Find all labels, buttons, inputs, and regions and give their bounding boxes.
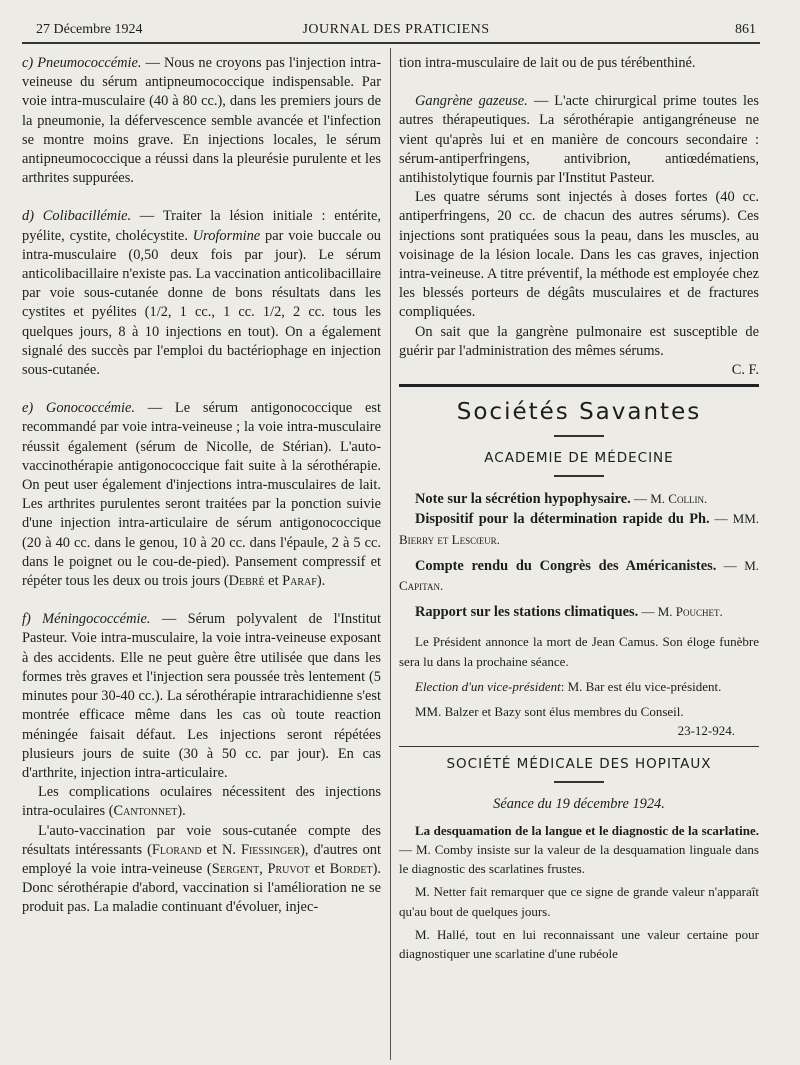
section-title: Sociétés Savantes bbox=[456, 399, 702, 426]
paragraph-pneumococcemie: c) Pneumococcémie. — Nous ne croyons pas l'injection intra-veineuse du sérum antipneumococcique indispensable. Par voie intra-musculaire (40 à 80 cc.), dans les premiers jours de la pneumonie, la défervescence semble avancée et l'infection se montre moins grave. En injections locales, le sérum antipneumococcique a réussi dans la pleurésie purulente et les arthrites suppurées. bbox=[22, 55, 381, 187]
paragraph-president: Le Président annonce la mort de Jean Camus. Son éloge funèbre sera lu dans la prochaine séance. bbox=[399, 634, 759, 669]
section-rule bbox=[399, 384, 759, 387]
short-rule bbox=[554, 435, 604, 437]
paragraph-gonococcemie: e) Gonococcémie. — Le sérum antigonococcique est recommandé par voie intra-veineuse ; la voie intra-musculaire réussit également (sérum de Nicolle, de Stérian). L'auto-vaccinothérapie antigonococcique fait suite à la sérothérapie. On peut user également d'injections intra-musculaires de lait. Les arthrites purulentes seront traitées par la ponction suivie d'une injection intra-articulaire de sérum antigonococcique (20 à 40 cc. dans le genou, 10 à 20 cc. dans l'épaule, 2 à 5 cc. dans le poignet ou le cou-de-pied). Pansement compressif et répéter tous les deux ou trois jours (Debré et Paraf). bbox=[22, 400, 381, 590]
paragraph-quatre-serums: Les quatre sérums sont injectés à doses fortes (40 cc. antiperfringens, 20 cc. de chacun des autres sérums). Ces injections sont pratiquées sous la peau, dans les muscles, au voisinage de la lésion locale. Dans les cas graves, injection intra-veineuse. A titre préventif, la méthode est employée chez les blessés porteurs de dégâts musculaires et de fractures compliquées. bbox=[399, 189, 759, 321]
signature: C. F. bbox=[731, 362, 759, 379]
acad-item: Compte rendu du Congrès des Américanistes. — M. Capitan. bbox=[399, 557, 760, 594]
paragraph-continuation: tion intra-musculaire de lait ou de pus térébenthiné. bbox=[399, 55, 696, 71]
page-header bbox=[36, 22, 756, 42]
acad-item: Rapport sur les stations climatiques. — M. Pouchet. bbox=[415, 604, 723, 621]
seance-date: Séance du 19 décembre 1924. bbox=[493, 796, 665, 813]
paragraph-meningococcemie: f) Méningococcémie. — Sérum polyvalent de l'Institut Pasteur. Voie intra-musculaire, la voie intra-veineuse exposant à des accidents. Elle ne peut guère être utilisée que dans les formes très graves et l'injection sera poussée très lentement (5 minutes pour 30-40 cc.). La sérothérapie intrarachidienne s'est montrée efficace même dans les cas où toute reaction méningée faisait défaut. Les injections seront répétées plusieurs jours de suite (30 à 50 cc. par jour). En cas d'arthrite, injection intra-articulaire. bbox=[22, 611, 381, 781]
short-rule bbox=[554, 781, 604, 783]
paragraph-gangrene-pulmonaire: On sait que la gangrène pulmonaire est susceptible de guérir par l'administration des mêmes sérums. bbox=[399, 323, 759, 359]
paragraph-desquamation: La desquamation de la langue et le diagnostic de la scarlatine. — M. Comby insiste sur la valeur de la desquamation linguale dans le diagnostic des scarlatines frustes. bbox=[399, 822, 759, 877]
paragraph-colibacillemie: d) Colibacillémie. — Traiter la lésion initiale : entérite, pyélite, cystite, cholécystite. Uroformine par voie buccale ou intra-musculaire (0,50 deux fois par jour). Le sérum anticolibacillaire n'existe pas. La vaccination anticolibacillaire par voie sous-cutanée donne de bons résultats dans les cystites et pyélites (1/2, 1 cc., 1 cc. 1/2, 2 cc. tous les quelques jours, 8 à 10 injections en tout). On a également signalé des succès par l'emploi du bactériophage en injection sous-cutanée. bbox=[22, 208, 382, 379]
right-column bbox=[399, 54, 759, 963]
left-column bbox=[22, 54, 381, 918]
paragraph-gangrene: Gangrène gazeuse. — L'acte chirurgical prime toutes les autres thérapeutiques. La sérothérapie antigangréneuse ne vient qu'après lui et en manière de concours secondaire : sérum-antiperfringens, antivibrion, antiœdématiens, antihistolytique fournis par l'Institut Pasteur. bbox=[399, 93, 759, 187]
smh-heading: SOCIÉTÉ MÉDICALE DES HOPITAUX bbox=[446, 756, 712, 773]
acad-item: Dispositif pour la détermination rapide du Ph. — MM. Bierry et Lescœur. bbox=[399, 511, 759, 547]
paragraph-netter: M. Netter fait remarquer que ce signe de grande valeur n'apparaît qu'au bout de quelques jours. bbox=[399, 884, 759, 919]
paragraph-election: Election d'un vice-président: M. Bar est élu vice-président. bbox=[415, 678, 722, 694]
paragraph-oculaires: Les complications oculaires nécessitent des injections intra-oculaires (Cantonnet). bbox=[22, 784, 381, 820]
acad-item: Note sur la sécrétion hypophysaire. — M. Collin. bbox=[415, 491, 708, 508]
divider bbox=[399, 746, 759, 747]
journal-title: JOURNAL DES PRATICIENS bbox=[302, 22, 490, 37]
header-date: 27 Décembre 1924 bbox=[36, 22, 143, 37]
paragraph-conseil: MM. Balzer et Bazy sont élus membres du Conseil. bbox=[415, 704, 684, 720]
page-number: 861 bbox=[735, 22, 756, 37]
paragraph-halle: M. Hallé, tout en lui reconnaissant une valeur certaine pour diagnostiquer une scarlatine d'une rubéole bbox=[399, 926, 759, 961]
date-line: 23-12-924. bbox=[677, 723, 735, 739]
paragraph-auto-vaccination: L'auto-vaccination par voie sous-cutanée compte des résultats intéressants (Florand et N. Fiessinger), d'autres ont employé la voie intra-veineuse (Sergent, Pruvot et Bordet). Donc sérothérapie d'abord, vaccination si l'amélioration ne se produit pas. La maladie continuant d'évoluer, injec- bbox=[22, 822, 381, 916]
academie-heading: ACADEMIE DE MÉDECINE bbox=[484, 450, 674, 467]
column-divider bbox=[390, 48, 391, 1060]
header-rule bbox=[22, 42, 760, 44]
short-rule bbox=[554, 475, 604, 477]
